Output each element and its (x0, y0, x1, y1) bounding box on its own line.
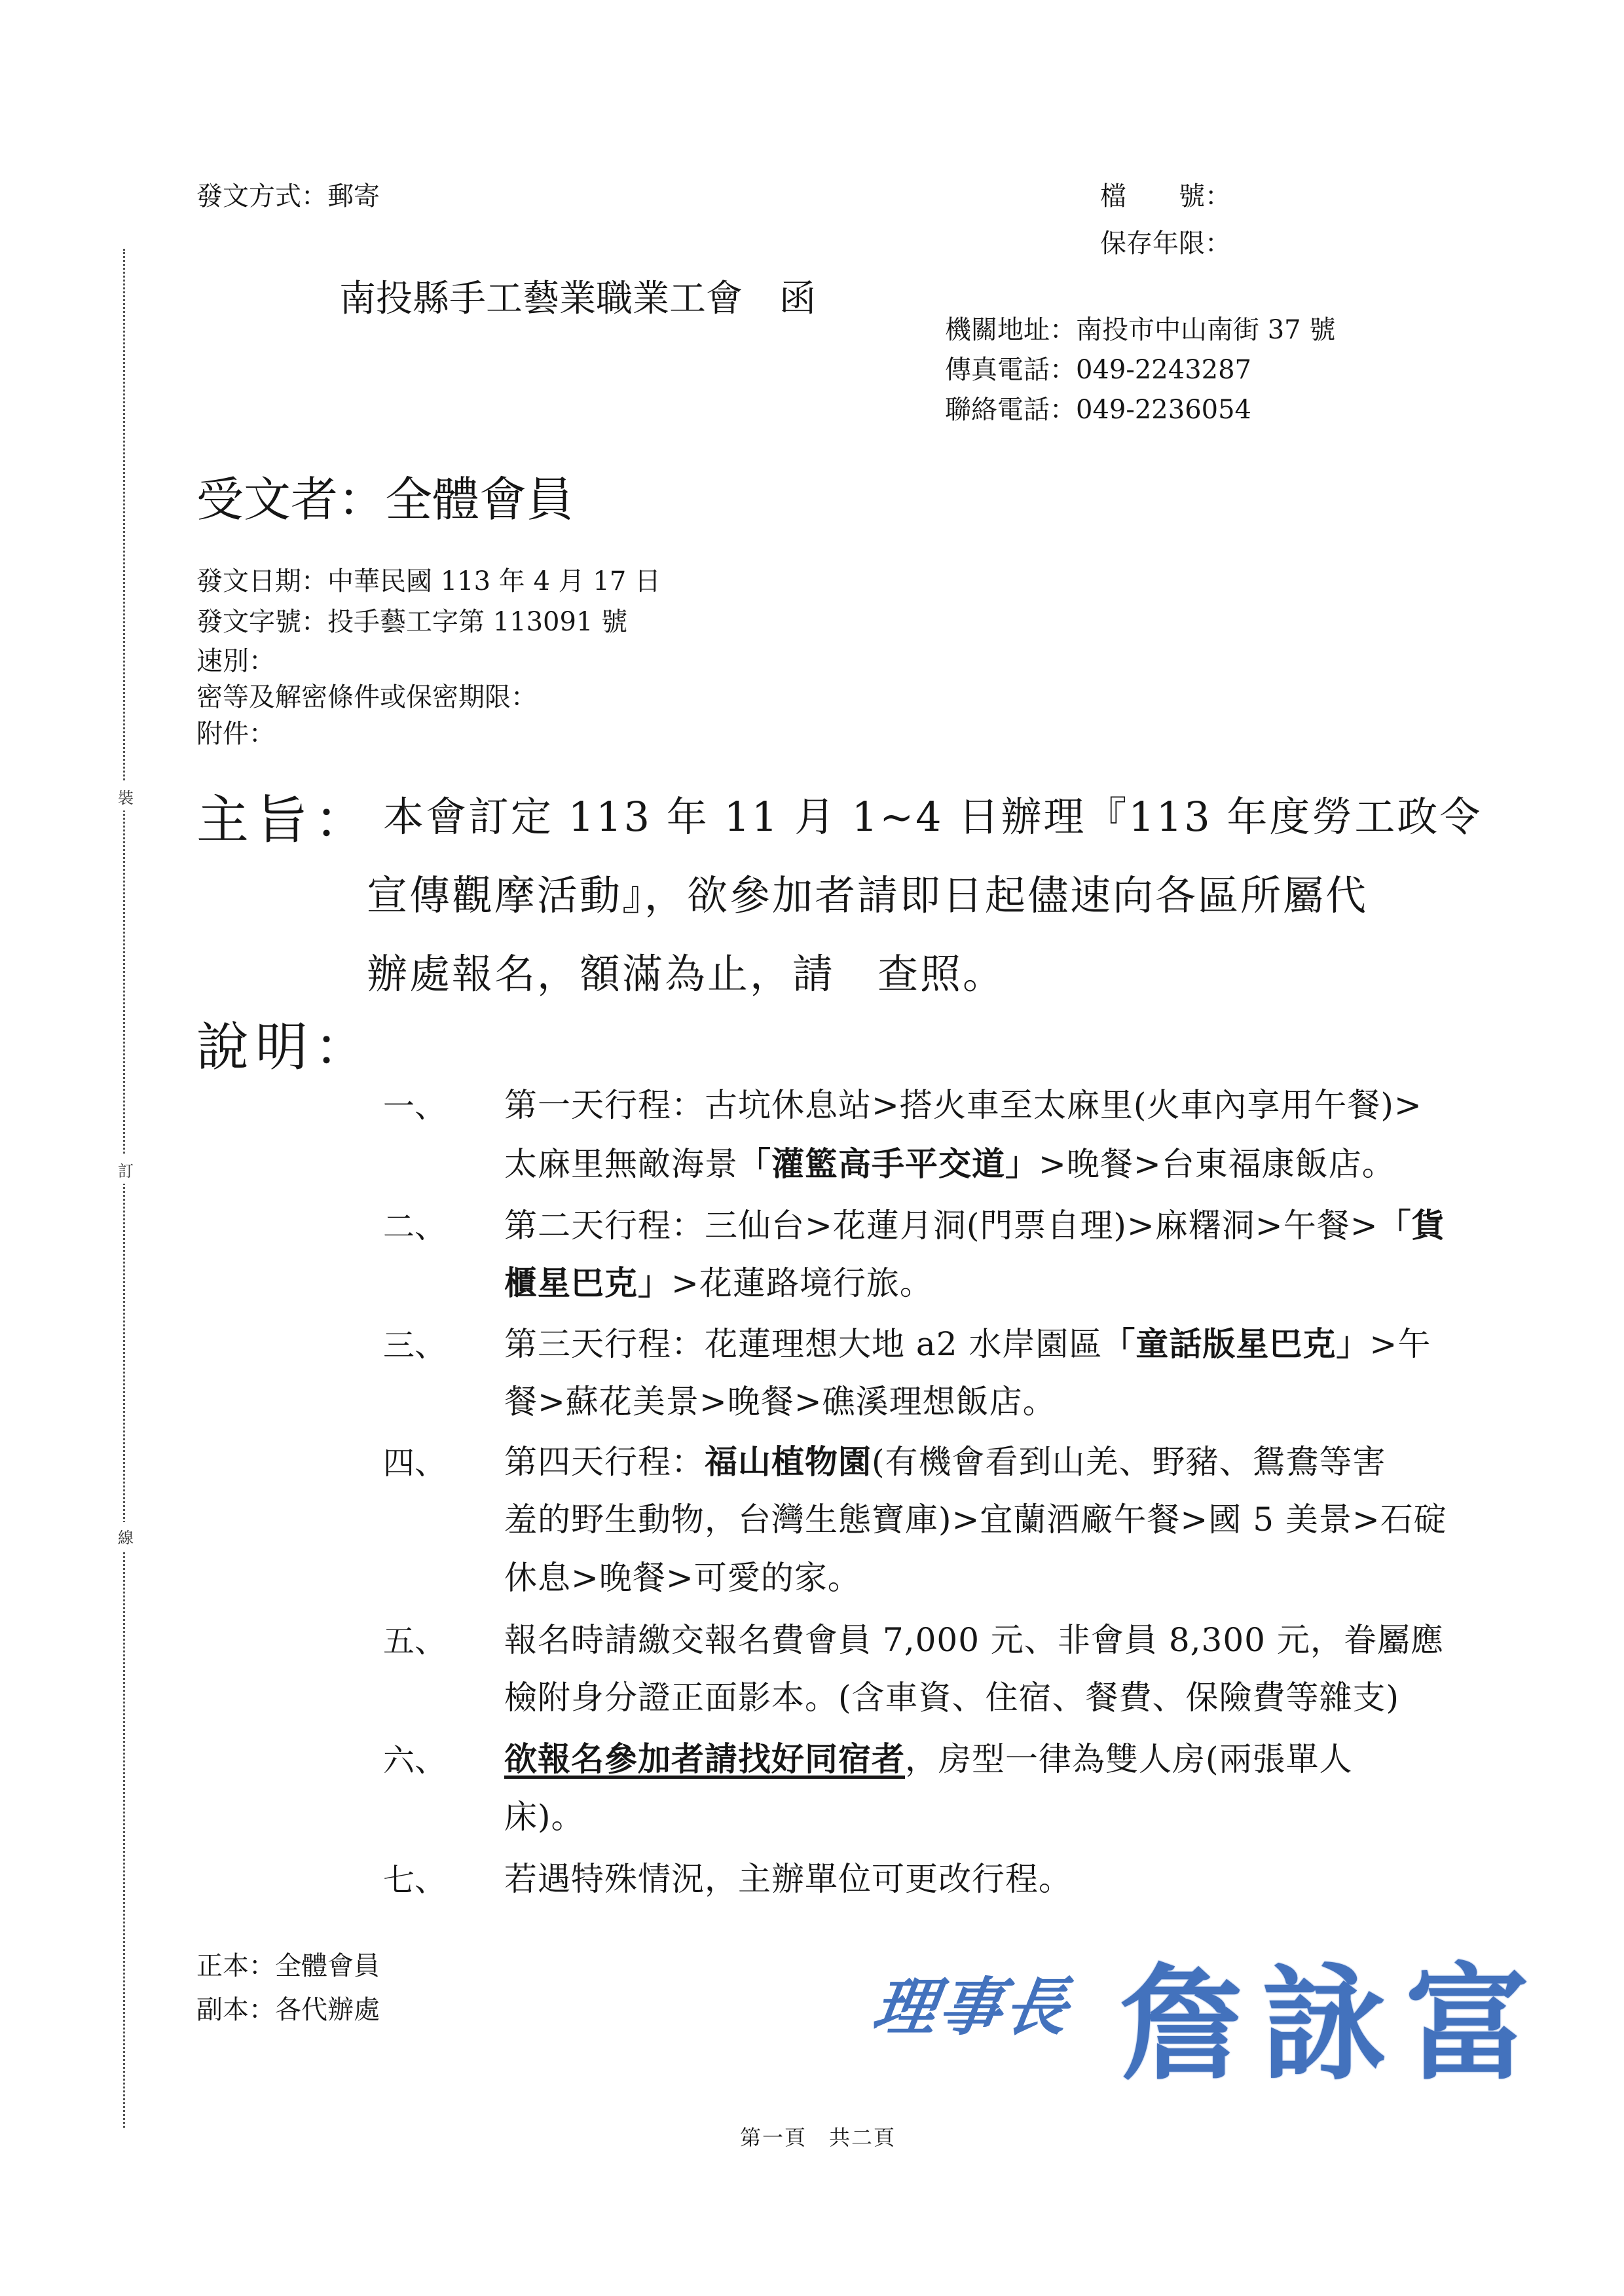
item-number: 一、 (383, 1088, 447, 1125)
item-5-line-2: 檢附身分證正面影本。(含車資、住宿、餐費、保險費等雜支) (504, 1679, 1400, 1717)
file-number: 檔 號： (1100, 181, 1231, 211)
org-address: 機關地址：南投市中山南街 37 號 (945, 315, 1336, 345)
item-number: 三、 (383, 1327, 447, 1364)
item-3-line-1: 第三天行程：花蓮理想大地 a2 水岸園區「童話版星巴克」>午 (504, 1324, 1431, 1363)
item-1-line-1: 第一天行程：古坑休息站>搭火車至太麻里(火車內享用午餐)> (504, 1086, 1422, 1124)
issue-date: 發文日期：中華民國 113 年 4 月 17 日 (196, 566, 661, 596)
subject-line-3: 辦處報名，額滿為止，請 查照。 (367, 950, 1006, 998)
item-5-line-1: 報名時請繳交報名費會員 7,000 元、非會員 8,300 元，眷屬應 (504, 1621, 1444, 1659)
item-4-line-3: 休息>晚餐>可愛的家。 (504, 1559, 861, 1597)
item-6-line-2: 床)。 (504, 1798, 585, 1836)
attachment: 附件： (196, 719, 275, 749)
explanation-label: 說明： (196, 1017, 373, 1078)
page-footer: 第一頁 共二頁 (740, 2125, 896, 2150)
distribution-original: 正本：全體會員 (196, 1951, 380, 1981)
binding-mark-ding: 訂 (118, 1156, 134, 1184)
item-2-line-1: 第二天行程：三仙台>花蓮月洞(門票自理)>麻糬洞>午餐>「貨 (504, 1206, 1445, 1245)
binding-line (123, 249, 125, 2128)
binding-mark-xian: 線 (118, 1522, 134, 1550)
subject-line-1: 本會訂定 113 年 11 月 1~4 日辦理『113 年度勞工政令 (383, 793, 1483, 841)
distribution-copy: 副本：各代辦處 (196, 1995, 380, 2025)
item-number: 四、 (383, 1445, 447, 1482)
item-4-line-1: 第四天行程：福山植物園(有機會看到山羌、野豬、鴛鴦等害 (504, 1442, 1386, 1481)
chairman-seal-name: 詹詠富 (1120, 1951, 1549, 2097)
chairman-seal-title: 理事長 (868, 1971, 1075, 2044)
item-4-line-2: 羞的野生動物，台灣生態寶庫)>宜蘭酒廠午餐>國 5 美景>石碇 (504, 1501, 1447, 1539)
speed-class: 速別： (196, 646, 275, 676)
dispatch-method: 發文方式：郵寄 (196, 181, 380, 211)
item-1-line-2: 太麻里無敵海景「灌籃高手平交道」>晚餐>台東福康飯店。 (504, 1144, 1395, 1183)
item-number: 六、 (383, 1742, 447, 1779)
item-number: 五、 (383, 1623, 447, 1660)
document-title: 南投縣手工藝業職業工會 函 (339, 278, 816, 320)
item-number: 七、 (383, 1862, 447, 1899)
subject-line-2: 宣傳觀摩活動』，欲參加者請即日起儘速向各區所屬代 (367, 871, 1369, 919)
item-7-line-1: 若遇特殊情況，主辦單位可更改行程。 (504, 1860, 1072, 1898)
secrecy-level: 密等及解密條件或保密期限： (196, 682, 537, 712)
recipient: 受文者：全體會員 (196, 472, 574, 527)
item-6-line-1: 欲報名參加者請找好同宿者，房型一律為雙人房(兩張單人 (504, 1740, 1353, 1778)
binding-mark-zhuang: 裝 (118, 782, 134, 811)
doc-number: 發文字號：投手藝工字第 113091 號 (196, 607, 628, 637)
subject-label: 主旨： (196, 790, 373, 850)
org-phone: 聯絡電話：049-2236054 (945, 395, 1252, 425)
retention-period: 保存年限： (1100, 228, 1231, 259)
item-2-line-2: 櫃星巴克」>花蓮路境行旅。 (504, 1264, 933, 1302)
item-3-line-2: 餐>蘇花美景>晚餐>礁溪理想飯店。 (504, 1383, 1056, 1421)
org-fax: 傳真電話：049-2243287 (945, 355, 1252, 385)
item-number: 二、 (383, 1209, 447, 1245)
